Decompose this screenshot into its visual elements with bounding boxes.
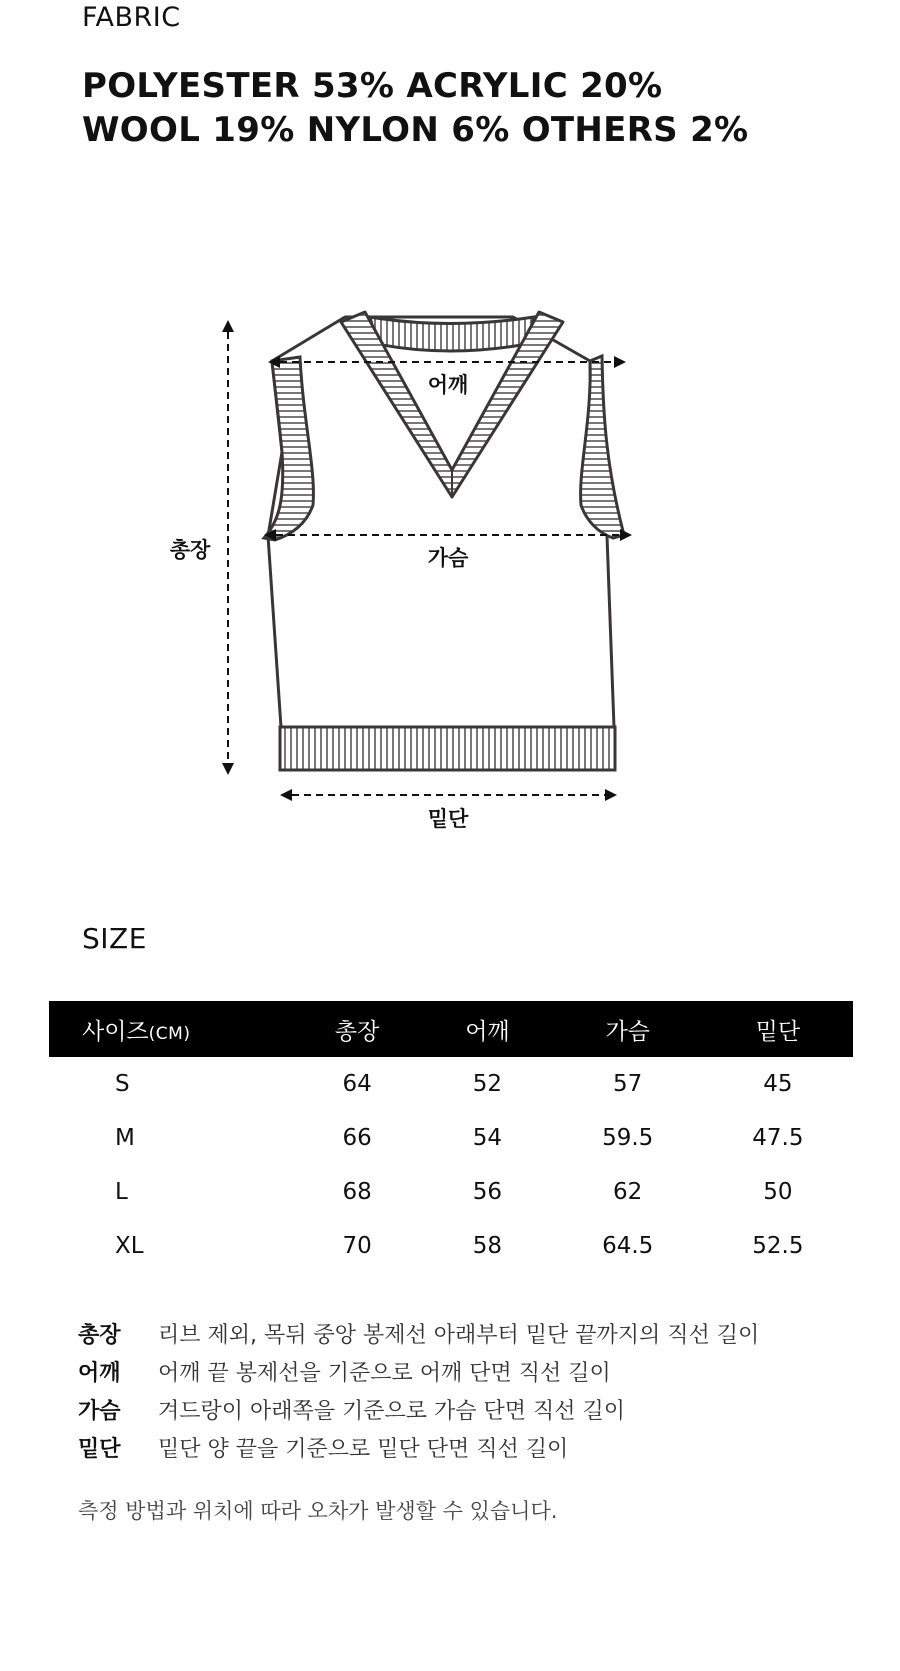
size-table (49, 1001, 853, 1273)
cell-size: S (115, 1071, 130, 1097)
cell-chest: 57 (613, 1071, 643, 1097)
fabric-composition-line-1: POLYESTER 53% ACRYLIC 20% (82, 66, 663, 106)
back-neck-rib (370, 317, 534, 351)
note-row (78, 1428, 759, 1466)
cell-shoulder: 56 (472, 1179, 503, 1205)
note-description: 겨드랑이 아래쪽을 기준으로 가슴 단면 직선 길이 (158, 1398, 626, 1424)
cell-hem: 45 (763, 1071, 793, 1097)
note-row (78, 1390, 759, 1428)
cell-chest: 62 (613, 1179, 643, 1205)
table-row (49, 1165, 853, 1219)
note-row (78, 1352, 759, 1390)
note-description: 밑단 양 끝을 기준으로 밑단 단면 직선 길이 (158, 1436, 569, 1462)
table-row (49, 1057, 853, 1111)
header-chest: 가슴 (605, 1018, 650, 1045)
cell-shoulder: 54 (472, 1125, 503, 1151)
diagram-label-total-length: 총장 (169, 538, 211, 562)
table-row (49, 1219, 853, 1273)
note-description: 어깨 끝 봉제선을 기준으로 어깨 단면 직선 길이 (158, 1360, 611, 1386)
cell-chest: 64.5 (602, 1233, 654, 1259)
header-total-length: 총장 (334, 1018, 380, 1045)
header-size: 사이즈(CM) (82, 1018, 191, 1045)
note-term: 밑단 (78, 1436, 121, 1462)
size-table-header (49, 1001, 853, 1057)
cell-chest: 59.5 (602, 1125, 654, 1151)
cell-hem: 47.5 (752, 1125, 804, 1151)
note-term: 가슴 (78, 1398, 121, 1424)
cell-total-length: 66 (342, 1125, 372, 1151)
cell-size: L (115, 1179, 128, 1205)
note-row (78, 1314, 759, 1352)
cell-hem: 50 (763, 1179, 793, 1205)
header-unit: (CM) (148, 1023, 191, 1044)
hem-rib (280, 727, 615, 770)
note-term: 총장 (78, 1322, 121, 1348)
cell-size: XL (115, 1233, 144, 1259)
diagram-label-chest: 가슴 (427, 546, 469, 570)
diagram-label-shoulder: 어깨 (427, 373, 469, 397)
cell-total-length: 70 (342, 1233, 372, 1259)
measurement-disclaimer: 측정 방법과 위치에 따라 오차가 발생할 수 있습니다. (78, 1499, 558, 1523)
table-row (49, 1111, 853, 1165)
header-shoulder: 어깨 (465, 1018, 510, 1045)
fabric-label: FABRIC (82, 2, 181, 33)
header-hem: 밑단 (755, 1018, 801, 1045)
cell-shoulder: 52 (472, 1071, 503, 1097)
note-description: 리브 제외, 목뒤 중앙 봉제선 아래부터 밑단 끝까지의 직선 길이 (158, 1322, 760, 1348)
cell-size: M (115, 1125, 135, 1151)
cell-hem: 52.5 (752, 1233, 804, 1259)
cell-total-length: 64 (342, 1071, 372, 1097)
diagram-label-hem: 밑단 (427, 807, 469, 831)
vest-measurement-diagram (0, 290, 900, 850)
note-term: 어깨 (78, 1360, 121, 1386)
cell-total-length: 68 (342, 1179, 372, 1205)
size-section-title: SIZE (82, 922, 147, 955)
cell-shoulder: 58 (472, 1233, 503, 1259)
fabric-composition-line-2: WOOL 19% NYLON 6% OTHERS 2% (82, 110, 749, 150)
measurement-notes (78, 1314, 759, 1466)
